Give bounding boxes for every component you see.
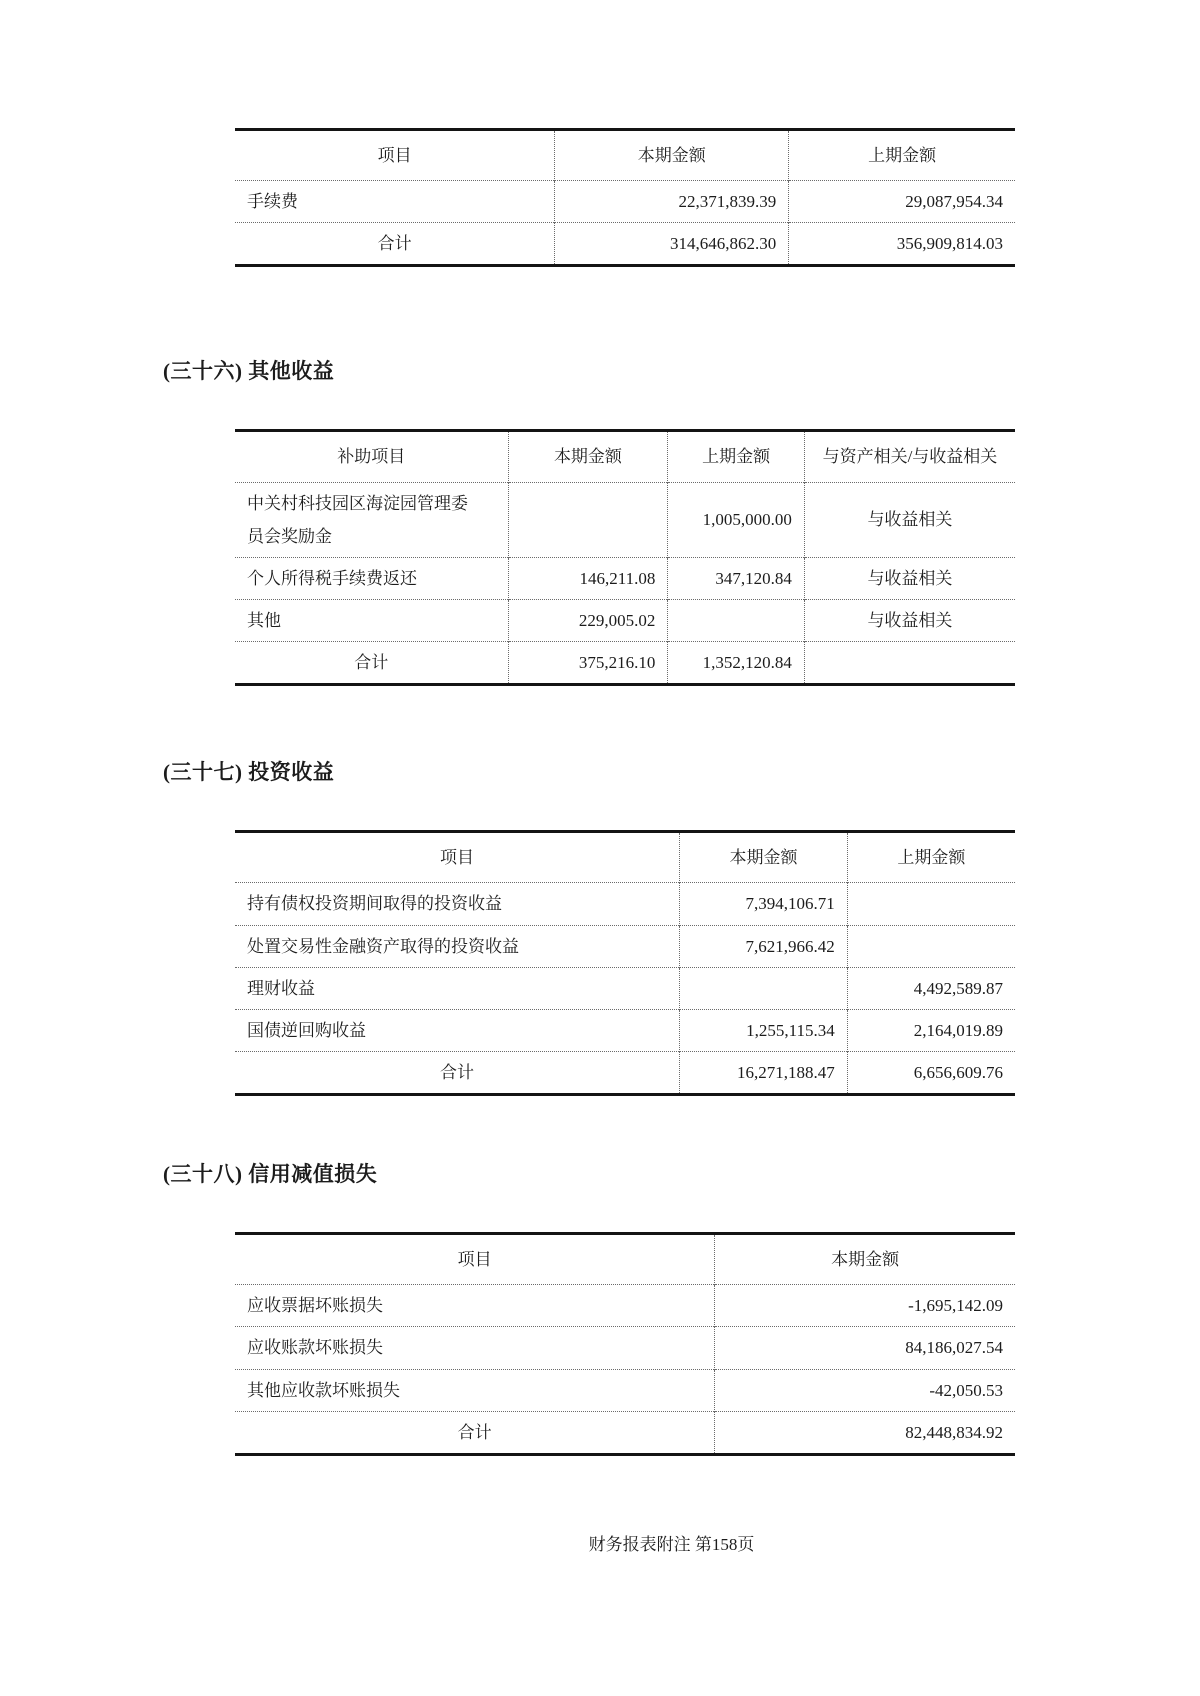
prior-amount-cell: 2,164,019.89 xyxy=(913,1020,1003,1040)
section-heading-investment-income: (三十七) 投资收益 xyxy=(163,760,335,785)
column-header-prior: 上期金额 xyxy=(668,431,805,482)
current-amount-cell: 7,621,966.42 xyxy=(680,925,848,967)
column-header-relation xyxy=(804,431,1015,482)
relation-cell xyxy=(804,642,1015,685)
table-row xyxy=(235,181,1015,223)
prior-amount-cell: 356,909,814.03 xyxy=(896,234,1003,254)
table-row xyxy=(235,599,1015,641)
table-row xyxy=(235,883,1015,925)
current-amount-cell: 314,646,862.30 xyxy=(555,223,789,266)
table-header-row xyxy=(235,431,1015,482)
prior-amount-cell: 1,352,120.84 xyxy=(668,642,805,685)
column-header-current: 本期金额 xyxy=(831,1250,900,1270)
item-cell: 理财收益 xyxy=(235,967,680,1009)
current-amount-cell xyxy=(680,967,848,1009)
current-amount-cell: 22,371,839.39 xyxy=(555,181,789,223)
item-cell: 持有债权投资期间取得的投资收益 xyxy=(235,883,680,925)
relation-cell: 与收益相关 xyxy=(867,568,953,588)
current-amount-cell: 7,394,106.71 xyxy=(680,883,848,925)
item-cell: 其他应收款坏账损失 xyxy=(235,1369,715,1411)
current-amount-cell: 146,211.08 xyxy=(508,557,668,599)
table-row xyxy=(235,1327,1015,1369)
prior-amount-cell xyxy=(668,599,805,641)
current-amount-cell: 1,255,115.34 xyxy=(680,1009,848,1051)
column-header-prior: 上期金额 xyxy=(868,146,937,165)
item-cell: 处置交易性金融资产取得的投资收益 xyxy=(235,925,680,967)
table-row xyxy=(235,557,1015,599)
table-row xyxy=(235,1009,1015,1051)
item-cell: 个人所得税手续费返还 xyxy=(235,557,508,599)
fee-summary-table xyxy=(235,128,1015,267)
table-total-row xyxy=(235,1411,1015,1454)
current-amount-cell: 84,186,027.54 xyxy=(905,1338,1003,1358)
credit-impairment-table xyxy=(235,1232,1015,1456)
page-footer: 财务报表附注 第158页 xyxy=(588,1534,755,1554)
table-row xyxy=(235,482,1015,557)
column-header-item: 项目 xyxy=(235,1234,715,1285)
total-label-cell: 合计 xyxy=(235,1051,680,1094)
item-label-text: 中关村科技园区海淀园管理委员会奖励金 xyxy=(247,493,468,546)
column-header-current: 本期金额 xyxy=(508,431,668,482)
current-amount-cell: 229,005.02 xyxy=(508,599,668,641)
table-total-row xyxy=(235,1051,1015,1094)
prior-amount-cell: 4,492,589.87 xyxy=(913,978,1003,998)
prior-amount-cell: 29,087,954.34 xyxy=(905,192,1003,212)
prior-amount-cell: 1,005,000.00 xyxy=(668,482,805,557)
current-amount-cell: 16,271,188.47 xyxy=(680,1051,848,1094)
relation-cell: 与收益相关 xyxy=(867,610,953,630)
table-row xyxy=(235,1285,1015,1327)
column-header-subsidy-item: 补助项目 xyxy=(235,431,508,482)
column-header-current: 本期金额 xyxy=(555,130,789,181)
current-amount-cell: 375,216.10 xyxy=(508,642,668,685)
column-header-current: 本期金额 xyxy=(680,832,848,883)
item-cell xyxy=(235,482,508,557)
table-header-row xyxy=(235,130,1015,181)
table-total-row xyxy=(235,642,1015,685)
current-amount-cell xyxy=(508,482,668,557)
investment-income-table xyxy=(235,830,1015,1096)
table-row xyxy=(235,1369,1015,1411)
column-header-item: 项目 xyxy=(235,130,555,181)
other-income-table xyxy=(235,429,1015,686)
current-amount-cell: 82,448,834.92 xyxy=(905,1422,1003,1442)
table-row xyxy=(235,925,1015,967)
column-header-prior: 上期金额 xyxy=(897,848,966,868)
table-header-row xyxy=(235,832,1015,883)
item-cell: 应收账款坏账损失 xyxy=(235,1327,715,1369)
prior-amount-cell xyxy=(847,925,1015,967)
table-total-row xyxy=(235,223,1015,266)
relation-header-text: 与资产相关/与收益相关 xyxy=(822,447,998,467)
relation-cell: 与收益相关 xyxy=(867,510,953,530)
item-cell: 应收票据坏账损失 xyxy=(235,1285,715,1327)
item-cell: 其他 xyxy=(235,599,508,641)
section-heading-credit-impairment: (三十八) 信用减值损失 xyxy=(163,1162,378,1187)
table-header-row xyxy=(235,1234,1015,1285)
item-cell: 手续费 xyxy=(235,181,555,223)
table-row xyxy=(235,967,1015,1009)
prior-amount-cell xyxy=(847,883,1015,925)
prior-amount-cell: 347,120.84 xyxy=(668,557,805,599)
total-label-cell: 合计 xyxy=(235,642,508,685)
total-label-cell: 合计 xyxy=(235,223,555,266)
section-heading-other-income: (三十六) 其他收益 xyxy=(163,359,335,384)
total-label-cell: 合计 xyxy=(235,1411,715,1454)
prior-amount-cell: 6,656,609.76 xyxy=(913,1062,1003,1082)
current-amount-cell: -42,050.53 xyxy=(929,1380,1003,1400)
column-header-item: 项目 xyxy=(235,832,680,883)
item-cell: 国债逆回购收益 xyxy=(235,1009,680,1051)
current-amount-cell: -1,695,142.09 xyxy=(908,1296,1003,1316)
